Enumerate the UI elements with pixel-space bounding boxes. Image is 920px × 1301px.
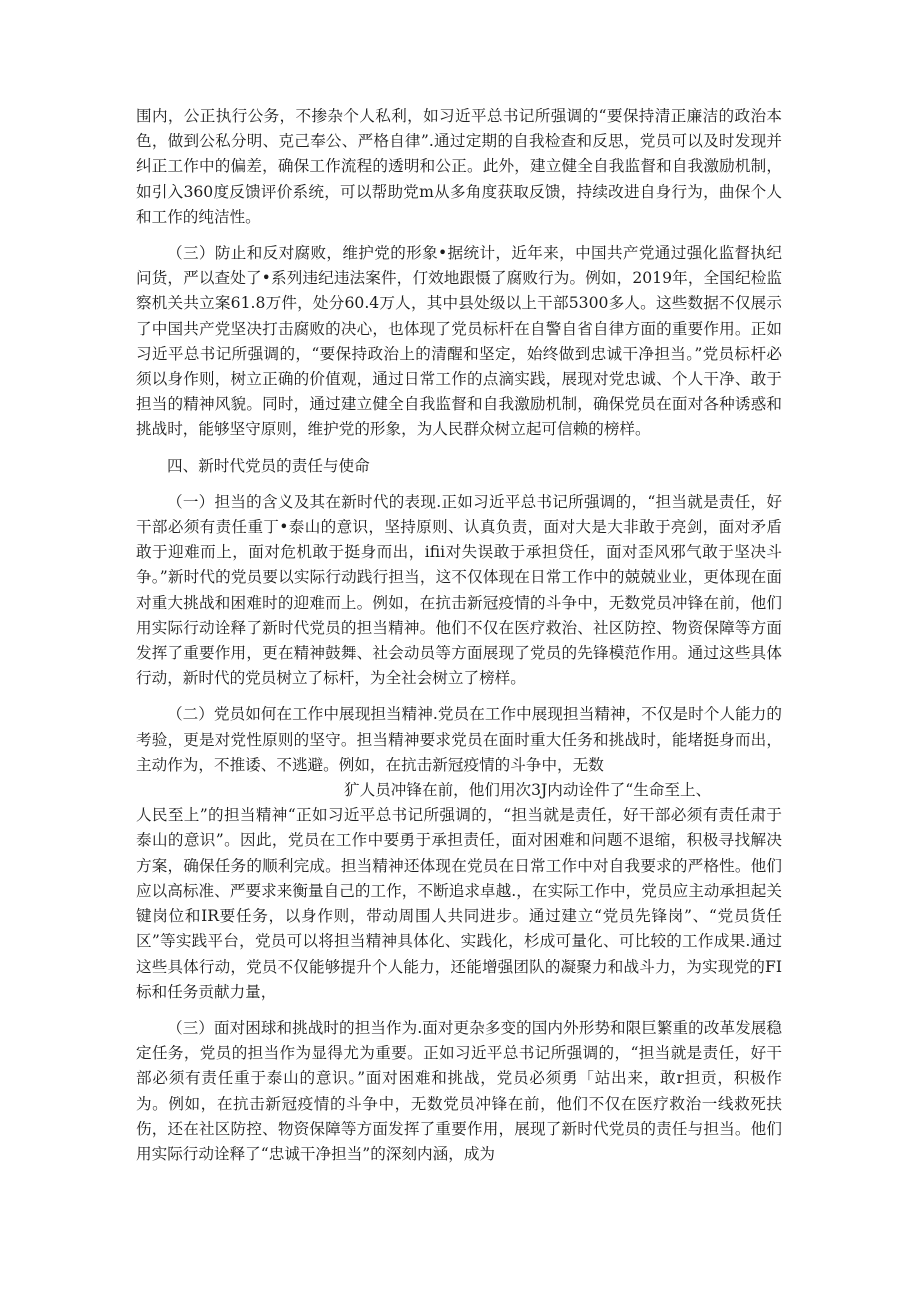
paragraph-4-2-part-b: 犷人员冲锋在前，他们用次3J内动诠件了“生命至上、	[344, 781, 712, 800]
document-page	[136, 104, 782, 1178]
paragraph-4-2-part-c: 人民至上”的担当精神“正如习近平总书记所强调的，“担当就是责任，好干部必须有责任肃于泰山的意识”。因此，党员在工作中要勇于承担责任，面对困难和问题不退缩，积极寻找解决方案，确保任务的顺利完成。担当精神还体现在党员在日常工作中对自我要求的严格性。他们应以高标准、严要求来衡量自己的工作，不断追求卓越.，在实际工作中，党员应主动承担起关键岗位和IR要任务，以身作则，带动周围人共同进步。通过建立“党员先锋岗”、“党员货任区”等实践平台，党员可以将担当精神具体化、实践化，杉成可量化、可比较的工作成果.通过这些具体行动，党员不仅能够提升个人能力，还能增强团队的凝聚力和战斗力，为实现党的FI标和任务贡献力量，	[136, 806, 782, 1001]
section-heading-4: 四、新时代党员的责任与使命	[167, 456, 370, 475]
paragraph-4-3-facing-challenges: （三）面对困球和挑战时的担当作为.面对更杂多变的国内外形势和限巨繁重的改革发展稳定任务，党员的担当作为显得尤为重要。正如习近平总书记所强调的，“担当就是责任，好干部必须有责任重于泰山的意识。”面对困难和挑战，党员必须勇「站出来，敢r担贡，积极作为。例如，在抗击新冠疫情的斗争中，无数党员冲锋在前，他们不仅在医疗救治一线救死扶伤，还在社区防控、物资保障等方面发挥了重要作用，展现了新时代党员的责任与担当。他们用实际行动诠释了“忠诚干净担当”的深刻内涵，成为	[136, 1018, 782, 1163]
paragraph-4-2-group	[136, 702, 782, 1004]
paragraph-section-3-anticorruption: （三）防止和反对腐败，维护党的形象•据统计，近年来，中国共产党通过强化监督执纪问货，严以查处了•系列违纪违法案件，仃效地跟慑了腐败行为。例如，2019年，全国纪检监察机关共立案61.8万件，处分60.4万人，其中县处级以上干部5300多人。这些数据不仅展示了中国共产党坚决打击腐败的决心，也体现了党员标杆在自警自省自律方面的重要作用。正如习近平总书记所强调的，“要保持政治上的清醒和坚定，始终做到忠诚干净担当。”党员标杆必须以身作则，树立正确的价值观，通过日常工作的点滴实践，展现对党忠诚、个人干净、敢于担当的精神风貌。同时，通过建立健全自我监督和自我激励机制，确保党员在面对各种诱惑和挑战时，能够坚守原则，维护党的形象，为人民群众树立起可信赖的榜样。	[136, 244, 782, 439]
paragraph-4-2-part-a: （二）党员如何在工作中展现担当精神.党员在工作中展现担当精神，不仅是时个人能力的考验，更是对党性原则的坚守。担当精神要求党员在面时重大任务和挑战时，能堵挺身而出，主动作为，不推诿、不逃避。例如，在抗击新冠疫情的斗争中，无数	[136, 705, 782, 774]
paragraph-continuation: 围内，公正执行公务，不掺杂个人私利，如习近平总书记所强调的“要保持清正廉洁的政治本色，做到公私分明、克己奉公、严格自律”.通过定期的自我检查和反思，党员可以及时发现并纠正工作中的偏差，确保工作流程的透明和公正。此外，建立健全自我监督和自我激励机制，如引入360度反馈评价系统，可以帮助党m从多角度获取反馈，持续改进自身行为，曲保个人和工作的纯洁性。	[136, 107, 782, 226]
paragraph-4-1-meaning-of-responsibility: （一）担当的含义及其在新时代的表现.正如习近平总书记所强调的，“担当就是责任，好干部必须有责任重丁•泰山的意识，坚持原则、认真负责，面对大是大非敢于亮剑，面对矛盾敢于迎难而上，面对危机敢于挺身而出，ifii对失误敢于承担贷任，面对歪风邪气敢于坚决斗争。”新时代的党员要以实际行动践行担当，这不仅体现在日常工作中的兢兢业业，更体现在面对重大挑战和困难时的迎难而上。例如，在抗击新冠疫情的斗争中，无数党员冲锋在前，他们用实际行动诠释了新时代党员的担当精神。他们不仅在医疗救治、社区防控、物资保障等方面发挥了重要作用，更在精神鼓舞、社会动员等方面展现了党员的先锋模范作用。通过这些具体行动，新时代的党员树立了标杆，为全社会树立了榜样。	[136, 492, 782, 688]
